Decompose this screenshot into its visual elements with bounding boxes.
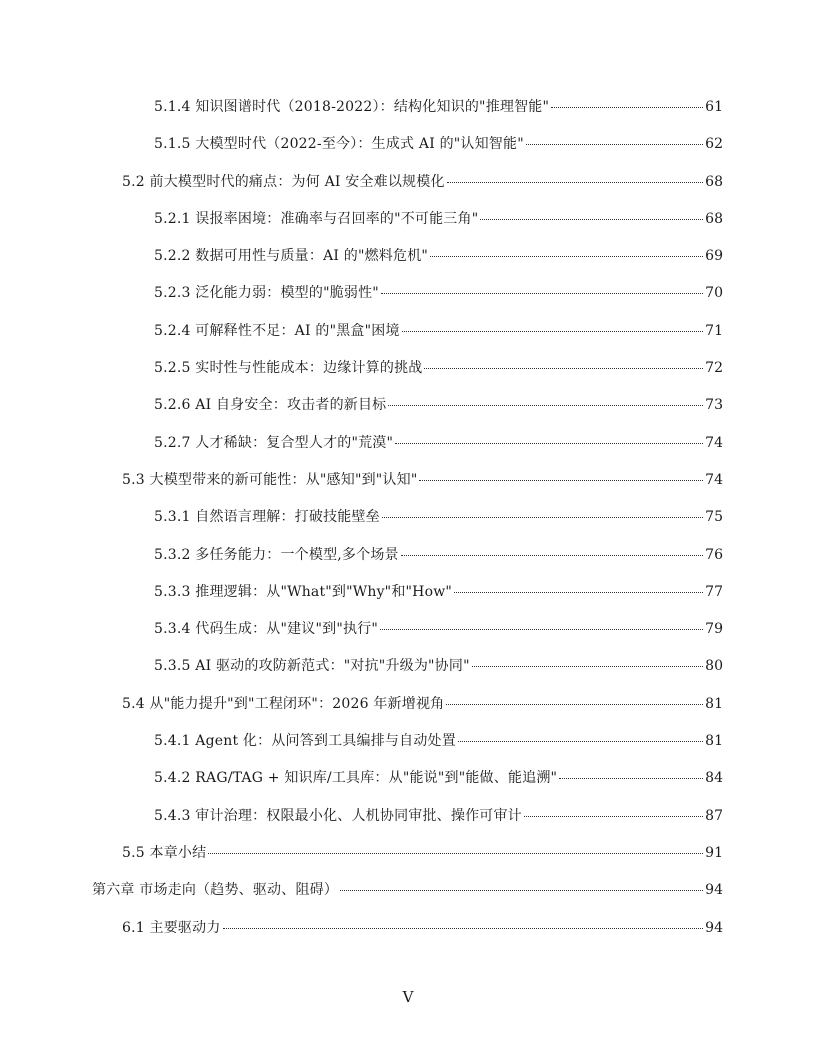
toc-entry-title: 5.2.2 数据可用性与质量：AI 的"燃料危机" (154, 248, 429, 265)
toc-entry-title: 5.3.3 推理逻辑：从"What"到"Why"和"How" (154, 583, 453, 600)
toc-entry-title: 5.1.5 大模型时代（2022-至今）：生成式 AI 的"认知智能" (154, 136, 524, 153)
toc-entry-page-number: 74 (705, 471, 723, 488)
toc-entry[interactable] (154, 497, 723, 534)
toc-entry[interactable] (154, 348, 723, 385)
toc-dot-leader (380, 628, 703, 630)
toc-entry-page-number: 94 (705, 882, 723, 899)
toc-entry-page-number: 74 (705, 434, 723, 451)
toc-dot-leader (447, 181, 704, 183)
toc-entry-page-number: 81 (705, 695, 723, 712)
page-number: V (402, 988, 414, 1006)
toc-entry-page-number: 79 (705, 621, 723, 638)
toc-entry-title: 5.2.6 AI 自身安全：攻击者的新目标 (154, 397, 387, 414)
toc-entry[interactable] (154, 572, 723, 609)
toc-dot-leader (223, 927, 704, 929)
toc-entry-page-number: 70 (705, 285, 723, 302)
toc-entry[interactable] (154, 273, 723, 310)
toc-dot-leader (208, 852, 703, 854)
toc-entry-page-number: 81 (705, 733, 723, 750)
toc-entry[interactable] (122, 162, 723, 199)
toc-entry-title: 5.3.2 多任务能力：一个模型,多个场景 (154, 546, 399, 563)
toc-entry-page-number: 94 (705, 919, 723, 936)
toc-entry[interactable] (154, 236, 723, 273)
toc-entry[interactable] (154, 385, 723, 422)
toc-dot-leader (382, 516, 703, 518)
toc-entry-title: 5.3 大模型带来的新可能性：从"感知"到"认知" (122, 471, 418, 488)
toc-entry-title: 5.2.5 实时性与性能成本：边缘计算的挑战 (154, 360, 423, 377)
toc-entry-title: 5.1.4 知识图谱时代（2018-2022）：结构化知识的"推理智能" (154, 99, 550, 115)
toc-dot-leader (446, 703, 703, 705)
toc-dot-leader (559, 777, 703, 779)
toc-entry-title: 5.3.4 代码生成：从"建议"到"执行" (154, 621, 379, 638)
toc-entry-page-number: 72 (705, 360, 723, 377)
toc-entry[interactable] (154, 423, 723, 460)
toc-entry-title: 5.2 前大模型时代的痛点：为何 AI 安全难以规模化 (122, 173, 445, 190)
toc-entry[interactable] (154, 199, 723, 236)
toc-entry-title: 5.4.1 Agent 化：从问答到工具编排与自动处置 (154, 733, 456, 750)
toc-entry-title: 5.2.1 误报率困境：准确率与召回率的"不可能三角" (154, 210, 479, 227)
toc-entry-title: 5.4.3 审计治理：权限最小化、人机协同审批、操作可审计 (154, 807, 522, 824)
toc-dot-leader (401, 554, 703, 556)
toc-dot-leader (524, 815, 703, 817)
table-of-contents (0, 87, 816, 945)
toc-entry-title: 5.4.2 RAG/TAG + 知识库/工具库：从"能说"到"能做、能追溯" (154, 770, 558, 787)
toc-entry-page-number: 91 (705, 844, 723, 861)
toc-entry-page-number: 61 (705, 99, 723, 115)
toc-dot-leader (458, 740, 703, 742)
toc-dot-leader (551, 106, 703, 108)
toc-entry[interactable] (122, 833, 723, 870)
toc-entry-title: 5.3.5 AI 驱动的攻防新范式："对抗"升级为"协同" (154, 658, 470, 675)
toc-dot-leader (395, 442, 703, 444)
toc-dot-leader (430, 255, 703, 257)
toc-dot-leader (402, 330, 704, 332)
toc-entry[interactable] (92, 870, 723, 907)
toc-entry-page-number: 68 (705, 210, 723, 227)
toc-entry-title: 5.4 从"能力提升"到"工程闭环"：2026 年新增视角 (122, 695, 445, 712)
toc-dot-leader (480, 218, 703, 220)
toc-entry-page-number: 71 (705, 322, 723, 339)
toc-entry-page-number: 87 (705, 807, 723, 824)
toc-dot-leader (388, 404, 703, 406)
toc-entry[interactable] (154, 87, 723, 124)
toc-entry-page-number: 76 (705, 546, 723, 563)
toc-entry-title: 5.2.3 泛化能力弱：模型的"脆弱性" (154, 285, 379, 302)
toc-dot-leader (526, 143, 703, 145)
toc-entry[interactable] (154, 609, 723, 646)
toc-entry-page-number: 73 (705, 397, 723, 414)
toc-entry[interactable] (154, 311, 723, 348)
toc-dot-leader (340, 889, 703, 891)
toc-entry[interactable] (154, 124, 723, 161)
toc-dot-leader (424, 367, 703, 369)
toc-entry-title: 5.5 本章小结 (122, 844, 207, 861)
toc-entry-title: 5.3.1 自然语言理解：打破技能壁垒 (154, 509, 380, 526)
toc-dot-leader (419, 479, 703, 481)
toc-entry[interactable] (154, 646, 723, 683)
toc-entry-title: 6.1 主要驱动力 (122, 919, 221, 936)
toc-dot-leader (472, 665, 703, 667)
toc-dot-leader (381, 292, 703, 294)
toc-entry-title: 5.2.7 人才稀缺：复合型人才的"荒漠" (154, 434, 394, 451)
toc-entry-page-number: 84 (705, 770, 723, 787)
toc-entry-page-number: 75 (705, 509, 723, 526)
toc-entry[interactable] (154, 758, 723, 795)
toc-entry[interactable] (154, 796, 723, 833)
toc-entry[interactable] (122, 460, 723, 497)
toc-entry-page-number: 69 (705, 248, 723, 265)
toc-entry-title: 5.2.4 可解释性不足：AI 的"黑盒"困境 (154, 322, 400, 339)
toc-entry-page-number: 77 (705, 583, 723, 600)
toc-entry-page-number: 62 (705, 136, 723, 153)
toc-entry-title: 第六章 市场走向（趋势、驱动、阻碍） (92, 882, 339, 899)
toc-entry-page-number: 68 (705, 173, 723, 190)
toc-entry[interactable] (154, 535, 723, 572)
toc-entry[interactable] (122, 684, 723, 721)
toc-entry[interactable] (122, 908, 723, 945)
toc-entry[interactable] (154, 721, 723, 758)
toc-entry-page-number: 80 (705, 658, 723, 675)
toc-dot-leader (454, 591, 703, 593)
